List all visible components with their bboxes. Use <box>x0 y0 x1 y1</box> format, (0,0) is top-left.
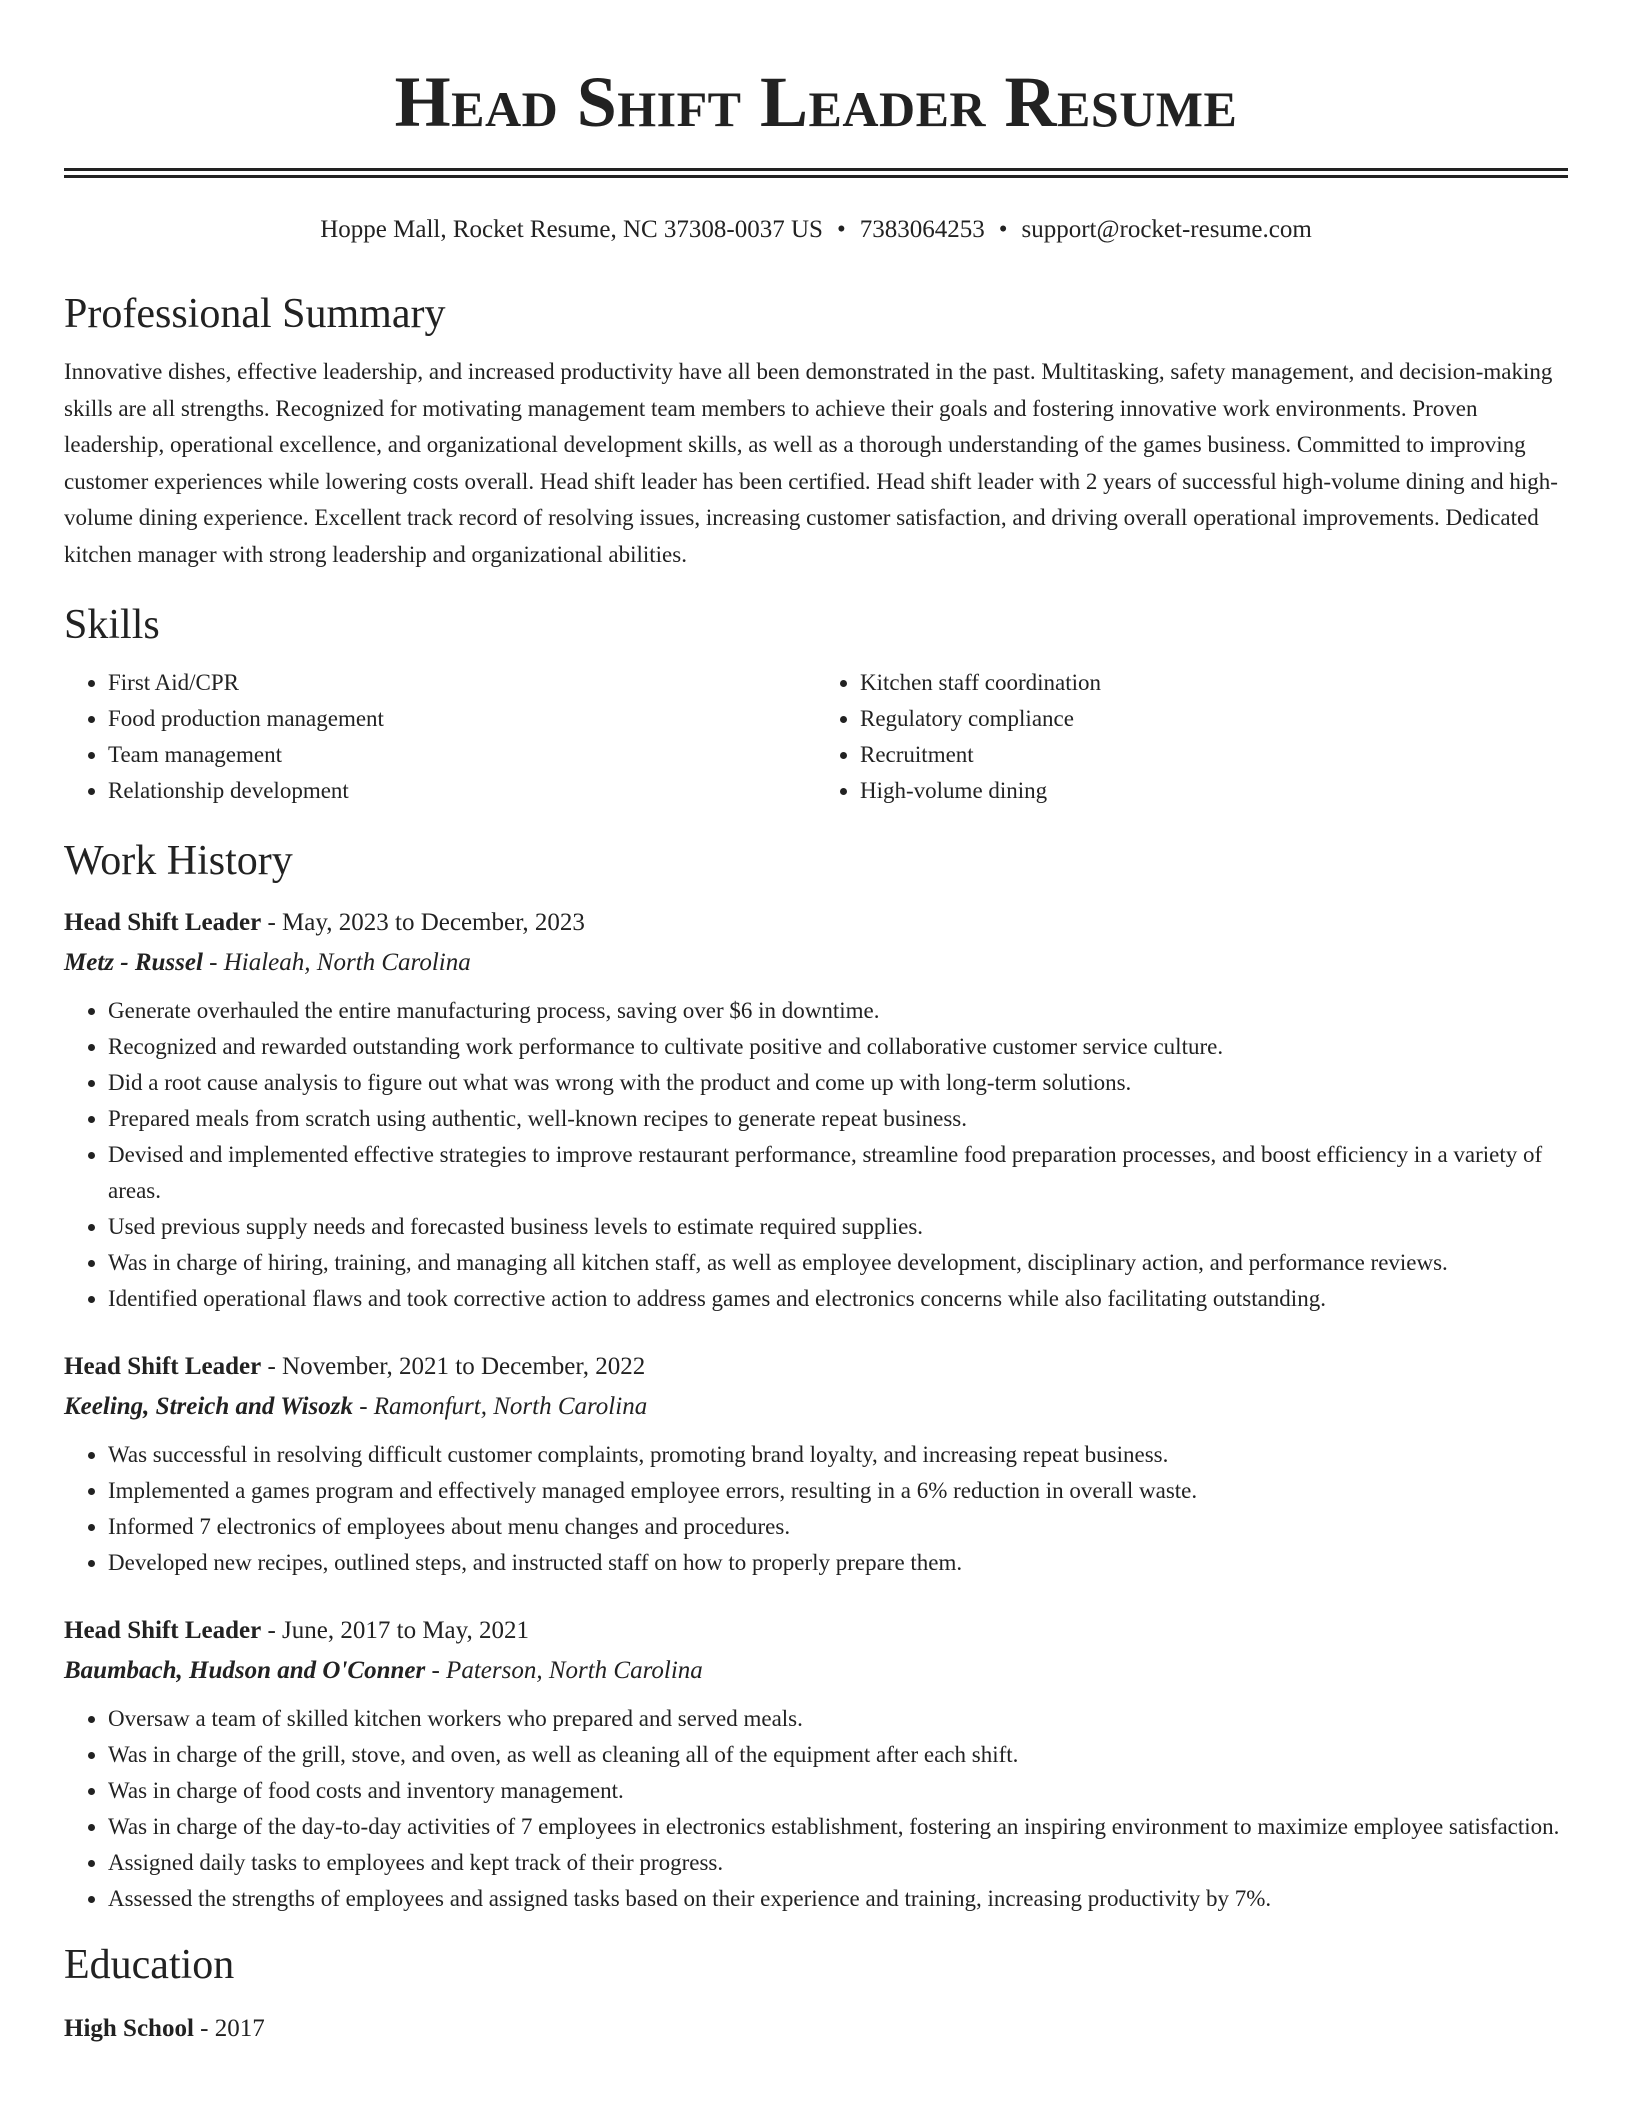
job-dates: - May, 2023 to December, 2023 <box>261 909 585 936</box>
job-dates: - November, 2021 to December, 2022 <box>261 1353 646 1380</box>
job-bullets <box>64 993 1568 1317</box>
contact-address: Hoppe Mall, Rocket Resume, NC 37308-0037 US <box>320 216 823 243</box>
job-bullet: • Oversaw a team of skilled kitchen workers who prepared and served meals. <box>108 1701 1568 1737</box>
job-bullet: • Did a root cause analysis to figure out what was wrong with the product and come up with long-term solutions. <box>108 1065 1568 1101</box>
summary-heading: Professional Summary <box>64 291 446 337</box>
education-entry <box>64 2009 1568 2049</box>
job-bullet: • Was in charge of food costs and inventory management. <box>108 1773 1568 1809</box>
job-company: Keeling, Streich and Wisozk <box>64 1393 353 1420</box>
job-company-line <box>64 1387 1568 1427</box>
job-title-line <box>64 1611 1568 1651</box>
page-title: Head Shift Leader Resume <box>394 62 1238 142</box>
summary-text: Innovative dishes, effective leadership, and increased productivity have all been demonstrated in the past. Multitasking, safety management, and decision-making skills are all strengths. Recognized for motivating management team members to achieve their goals and fostering innovative work environments. Proven leadership, operational excellence, and organizational development skills, as well as a thorough understanding of the games business. Committed to improving customer experiences while lowering costs overall. Head shift leader has been certified. Head shift leader with 2 years of successful high-volume dining and high-volume dining experience. Excellent track record of resolving issues, increasing customer satisfaction, and driving overall operational improvements. Dedicated kitchen manager with strong leadership and organizational abilities. <box>64 359 1558 567</box>
job-bullets <box>64 1437 1568 1581</box>
skill-item: • Recruitment <box>860 737 1568 773</box>
job-bullet: • Developed new recipes, outlined steps, and instructed staff on how to properly prepare them. <box>108 1545 1568 1581</box>
job-bullet: • Assigned daily tasks to employees and kept track of their progress. <box>108 1845 1568 1881</box>
job-title-line <box>64 903 1568 943</box>
job-bullets <box>64 1701 1568 1917</box>
skill-item: • First Aid/CPR <box>108 665 816 701</box>
job-bullet: • Recognized and rewarded outstanding work performance to cultivate positive and collaborative customer service culture. <box>108 1029 1568 1065</box>
skill-item: • Regulatory compliance <box>860 701 1568 737</box>
job-bullet: • Identified operational flaws and took corrective action to address games and electronics concerns while also facilitating outstanding. <box>108 1281 1568 1317</box>
job-bullet: • Informed 7 electronics of employees about menu changes and procedures. <box>108 1509 1568 1545</box>
job-entry <box>64 1347 1568 1581</box>
education-degree: High School <box>64 2015 194 2042</box>
contact-email: support@rocket-resume.com <box>1021 216 1312 243</box>
skill-item: • Relationship development <box>108 773 816 809</box>
skills-column-left <box>64 665 816 809</box>
job-bullet: • Implemented a games program and effectively managed employee errors, resulting in a 6% reduction in overall waste. <box>108 1473 1568 1509</box>
job-location: - Hialeah, North Carolina <box>202 949 471 976</box>
contact-line <box>64 214 1568 246</box>
skills-column-right <box>816 665 1568 809</box>
job-bullet: • Was in charge of the grill, stove, and oven, as well as cleaning all of the equipment after each shift. <box>108 1737 1568 1773</box>
job-bullet: • Was successful in resolving difficult customer complaints, promoting brand loyalty, and increasing repeat business. <box>108 1437 1568 1473</box>
job-entry <box>64 1611 1568 1917</box>
skill-item: • Kitchen staff coordination <box>860 665 1568 701</box>
skill-item: • Food production management <box>108 701 816 737</box>
job-company-line <box>64 943 1568 983</box>
job-location: - Paterson, North Carolina <box>425 1657 703 1684</box>
job-bullet: • Generate overhauled the entire manufacturing process, saving over $6 in downtime. <box>108 993 1568 1029</box>
education-year: - 2017 <box>193 2015 265 2042</box>
job-company-line <box>64 1651 1568 1691</box>
job-title: Head Shift Leader <box>64 1353 262 1380</box>
job-title: Head Shift Leader <box>64 909 262 936</box>
job-bullet: • Prepared meals from scratch using authentic, well-known recipes to generate repeat business. <box>108 1101 1568 1137</box>
job-location: - Ramonfurt, North Carolina <box>352 1393 648 1420</box>
job-bullet: • Assessed the strengths of employees and assigned tasks based on their experience and training, increasing productivity by 7%. <box>108 1881 1568 1917</box>
job-bullet: • Used previous supply needs and forecasted business levels to estimate required supplies. <box>108 1209 1568 1245</box>
work-history-heading: Work History <box>64 838 293 884</box>
job-bullet: • Devised and implemented effective strategies to improve restaurant performance, streamline food preparation processes, and boost efficiency in a variety of areas. <box>108 1137 1568 1209</box>
contact-separator: • <box>998 216 1008 243</box>
job-entry <box>64 903 1568 1317</box>
skill-item: • High-volume dining <box>860 773 1568 809</box>
contact-phone: 7383064253 <box>859 216 985 243</box>
skills-heading: Skills <box>64 602 160 648</box>
job-company: Metz - Russel <box>64 949 203 976</box>
education-heading: Education <box>64 1942 235 1988</box>
skill-item: • Team management <box>108 737 816 773</box>
job-bullet: • Was in charge of the day-to-day activities of 7 employees in electronics establishment, fostering an inspiring environment to maximize employee satisfaction. <box>108 1809 1568 1845</box>
job-company: Baumbach, Hudson and O'Conner <box>64 1657 426 1684</box>
job-title-line <box>64 1347 1568 1387</box>
title-divider <box>64 168 1568 178</box>
skills-list <box>64 665 1568 809</box>
job-title: Head Shift Leader <box>64 1617 262 1644</box>
job-bullet: • Was in charge of hiring, training, and managing all kitchen staff, as well as employee development, disciplinary action, and performance reviews. <box>108 1245 1568 1281</box>
contact-separator: • <box>836 216 846 243</box>
job-dates: - June, 2017 to May, 2021 <box>261 1617 530 1644</box>
